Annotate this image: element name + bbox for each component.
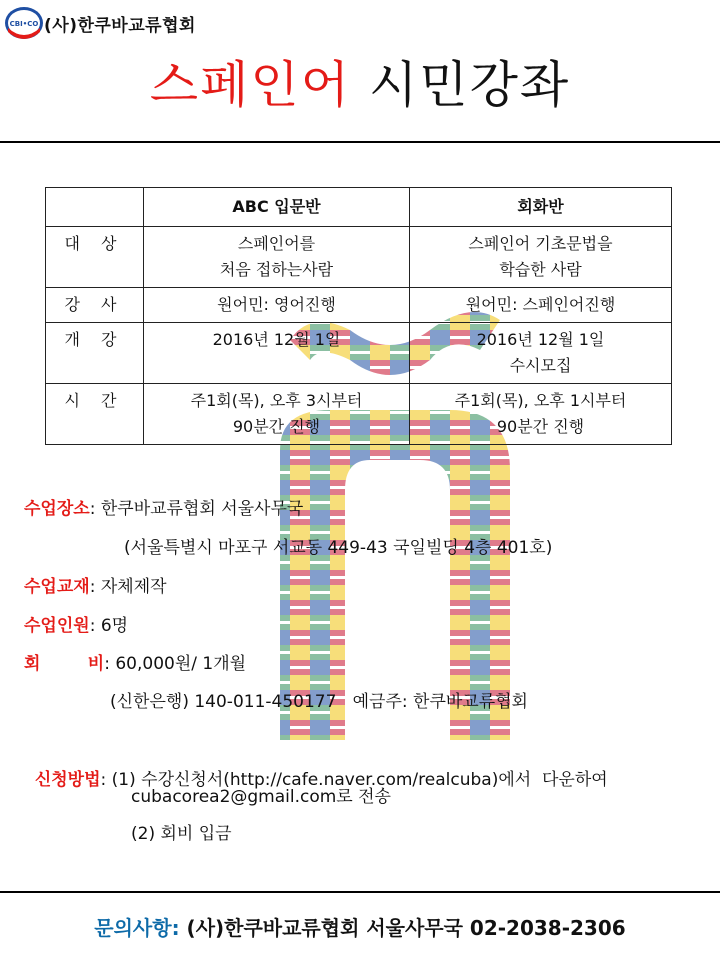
title-red-part: 스페인어 <box>149 56 351 114</box>
table-row <box>46 288 672 323</box>
apply-step2: (2) 회비 입금 <box>131 824 232 844</box>
table-header-intro: ABC 입문반 <box>144 188 410 227</box>
apply-step1-continued: cubacorea2@gmail.com로 전송 <box>131 787 391 807</box>
row-label-opening: 개 강 <box>46 323 144 384</box>
material-colon: : <box>89 577 101 597</box>
material-label: 수업교재 <box>24 577 90 597</box>
place-label: 수업장소 <box>24 499 90 519</box>
cell-line: 스페인어 기초문법을 <box>468 234 613 253</box>
apply-step1: (1) 수강신청서(http://cafe.naver.com/realcuba)에서 다운하여 <box>111 770 608 790</box>
cell-line: 처음 접하는사람 <box>219 260 334 279</box>
cell-line: 주1회(목), 오후 1시부터 <box>454 391 627 410</box>
row-label-time: 시 간 <box>46 384 144 445</box>
cell-target-conversation <box>410 227 672 288</box>
svg-text:CBI•CO: CBI•CO <box>9 20 39 28</box>
place-address: (서울특별시 마포구 서교동 449-43 국일빌딩 4층 401호) <box>124 538 553 558</box>
fee-account: (신한은행) 140-011-450177 예금주: 한쿠바교류협회 <box>110 692 528 712</box>
cell-line: 2016년 12월 1일 <box>476 330 605 349</box>
row-label-target: 대 상 <box>46 227 144 288</box>
table-row <box>46 323 672 384</box>
contact-label: 문의사항 <box>94 916 172 940</box>
cell-line: 원어민: 영어진행 <box>217 295 336 314</box>
cell-instructor-conversation <box>410 288 672 323</box>
footer-divider <box>0 891 720 893</box>
contact-footer <box>0 912 720 941</box>
contact-colon: : <box>171 916 187 940</box>
capacity-row <box>24 614 128 638</box>
cell-opening-conversation <box>410 323 672 384</box>
place-colon: : <box>89 499 101 519</box>
cell-line: 90분간 진행 <box>496 417 585 436</box>
title-black-part: 시민강좌 <box>369 56 571 114</box>
table-header-row <box>46 188 672 227</box>
cell-line: 학습한 사람 <box>499 260 582 279</box>
fee-label: 회 비 <box>24 654 105 674</box>
capacity-colon: : <box>89 616 101 636</box>
place-row <box>24 497 303 521</box>
cell-line: 스페인어를 <box>237 234 316 253</box>
capacity-label: 수업인원 <box>24 616 90 636</box>
table-row <box>46 227 672 288</box>
page-title <box>0 50 720 120</box>
cell-opening-intro <box>144 323 410 384</box>
org-logo-icon <box>4 6 44 40</box>
cell-line: 90분간 진행 <box>232 417 321 436</box>
cell-line: 원어민: 스페인어진행 <box>465 295 616 314</box>
cell-line: 수시모집 <box>509 356 572 375</box>
course-info-table <box>45 187 672 445</box>
header-divider <box>0 141 720 143</box>
place-value: 한쿠바교류협회 서울사무국 <box>100 499 304 519</box>
cell-target-intro <box>144 227 410 288</box>
capacity-value: 6명 <box>100 616 129 636</box>
fee-value: 60,000원/ 1개월 <box>115 654 247 674</box>
fee-row <box>24 652 246 676</box>
row-label-instructor: 강 사 <box>46 288 144 323</box>
contact-value: (사)한쿠바교류협회 서울사무국 02-2038-2306 <box>186 916 626 940</box>
cell-time-conversation <box>410 384 672 445</box>
cell-instructor-intro <box>144 288 410 323</box>
material-value: 자체제작 <box>100 577 167 597</box>
table-row <box>46 384 672 445</box>
cell-line: 주1회(목), 오후 3시부터 <box>190 391 363 410</box>
table-header-conversation: 회화반 <box>410 188 672 227</box>
org-name: (사)한쿠바교류협회 <box>44 16 196 36</box>
table-header-empty <box>46 188 144 227</box>
cell-line: 2016년 12월 1일 <box>212 330 341 349</box>
apply-colon: : <box>100 770 112 790</box>
cell-time-intro <box>144 384 410 445</box>
apply-label: 신청방법 <box>34 770 101 790</box>
fee-colon: : <box>104 654 116 674</box>
material-row <box>24 575 167 599</box>
